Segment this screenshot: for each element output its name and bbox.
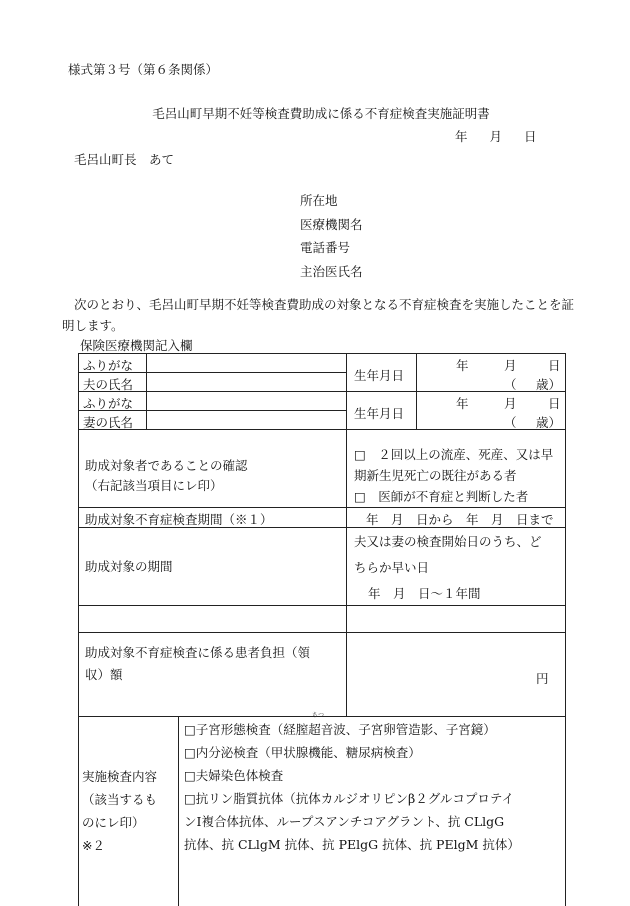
patient-burden-label: 助成対象不育症検査に係る患者負担（領: [85, 645, 311, 660]
yen-unit: 円: [536, 671, 549, 686]
husband-age-unit: 歳）: [536, 377, 562, 392]
wife-age-unit: 歳）: [536, 415, 562, 430]
exam-item-antiphospholipid[interactable]: □抗リン脂質抗体（抗体カルジオリピンβ２グルコプロテイ: [184, 791, 514, 806]
document-title: 毛呂山町早期不妊等検査費助成に係る不育症検査実施証明書: [152, 106, 490, 121]
eligibility-option-2[interactable]: □ 医師が不育症と判断した者: [354, 489, 529, 504]
eligibility-option-1-cont: 期新生児死亡の既往がある者: [354, 468, 517, 483]
husband-name-label: 夫の氏名: [83, 377, 134, 392]
subsidy-period-text-2: ちらか早い日: [354, 560, 430, 575]
eligibility-instruction: （右記該当項目にレ印）: [85, 478, 223, 493]
wife-birth-year: 年: [456, 396, 469, 411]
eligibility-option-1[interactable]: □ ２回以上の流産、死産、又は早: [354, 447, 554, 462]
exam-item-uterine[interactable]: □子宮形態検査（経膣超音波、子宮卵管造影、子宮鏡）: [184, 722, 496, 737]
exam-item-endocrine[interactable]: □内分泌検査（甲状腺機能、糖尿病検査）: [184, 745, 421, 760]
husband-birth-month: 月: [504, 358, 517, 373]
exam-label-4: ※２: [82, 838, 105, 853]
wife-birth-month: 月: [504, 396, 517, 411]
issuer-institution-label: 医療機関名: [300, 216, 363, 232]
wife-birth-label: 生年月日: [354, 406, 405, 421]
exam-label-1: 実施検査内容: [82, 769, 158, 784]
wife-furigana-label: ふりがな: [83, 396, 134, 411]
wife-name-label: 妻の氏名: [83, 415, 134, 430]
patient-burden-label-cont: 収）額: [85, 667, 123, 682]
husband-birth-day: 日: [548, 358, 561, 373]
issuer-phone-label: 電話番号: [300, 240, 351, 255]
wife-age-open: （: [504, 415, 517, 430]
issuer-block: [300, 189, 363, 283]
exam-item-antiphospholipid-cont-1: ンⅠ複合体抗体、ループスアンチコアグラント、抗 CLlgG: [184, 814, 505, 829]
certification-statement: 次のとおり、毛呂山町早期不妊等検査費助成の対象となる不育症検査を実施したことを証明します。: [62, 297, 575, 333]
wife-birth-day: 日: [548, 396, 561, 411]
issue-date: [455, 127, 537, 145]
certificate-table: [78, 353, 566, 906]
date-month: 月: [489, 129, 503, 144]
issuer-doctor-label: 主治医氏名: [300, 263, 363, 279]
addressee: 毛呂山町長 あて: [74, 152, 175, 167]
exam-label-3: のにレ印）: [82, 815, 145, 830]
eligibility-label: 助成対象者であることの確認: [85, 458, 248, 473]
husband-birth-label: 生年月日: [354, 368, 405, 383]
husband-furigana-label: ふりがな: [83, 358, 134, 373]
exam-item-antiphospholipid-cont-2: 抗体、抗 CLlgM 抗体、抗 PElgG 抗体、抗 PElgM 抗体）: [184, 837, 520, 852]
section-label: 保険医療機関記入欄: [80, 338, 193, 353]
husband-age-open: （: [504, 377, 517, 392]
issuer-address-label: 所在地: [300, 193, 338, 208]
form-code: 様式第３号（第６条関係）: [68, 62, 219, 77]
subsidy-period-text-3: 年 月 日～１年間: [368, 586, 481, 601]
exam-label-2: （該当するも: [82, 792, 158, 807]
exam-period-label: 助成対象不育症検査期間（※１）: [85, 512, 273, 527]
exam-item-chromosome[interactable]: □夫婦染色体検査: [184, 768, 284, 783]
exam-period-value: 年 月 日から 年 月 日まで: [366, 512, 554, 527]
subsidy-period-text-1: 夫又は妻の検査開始日のうち、ど: [354, 534, 542, 549]
subsidy-period-label: 助成対象の期間: [85, 559, 173, 574]
exam-ruby: ちつ: [312, 712, 324, 719]
date-year: 年: [455, 129, 468, 144]
date-day: 日: [524, 129, 537, 144]
husband-birth-year: 年: [456, 358, 469, 373]
